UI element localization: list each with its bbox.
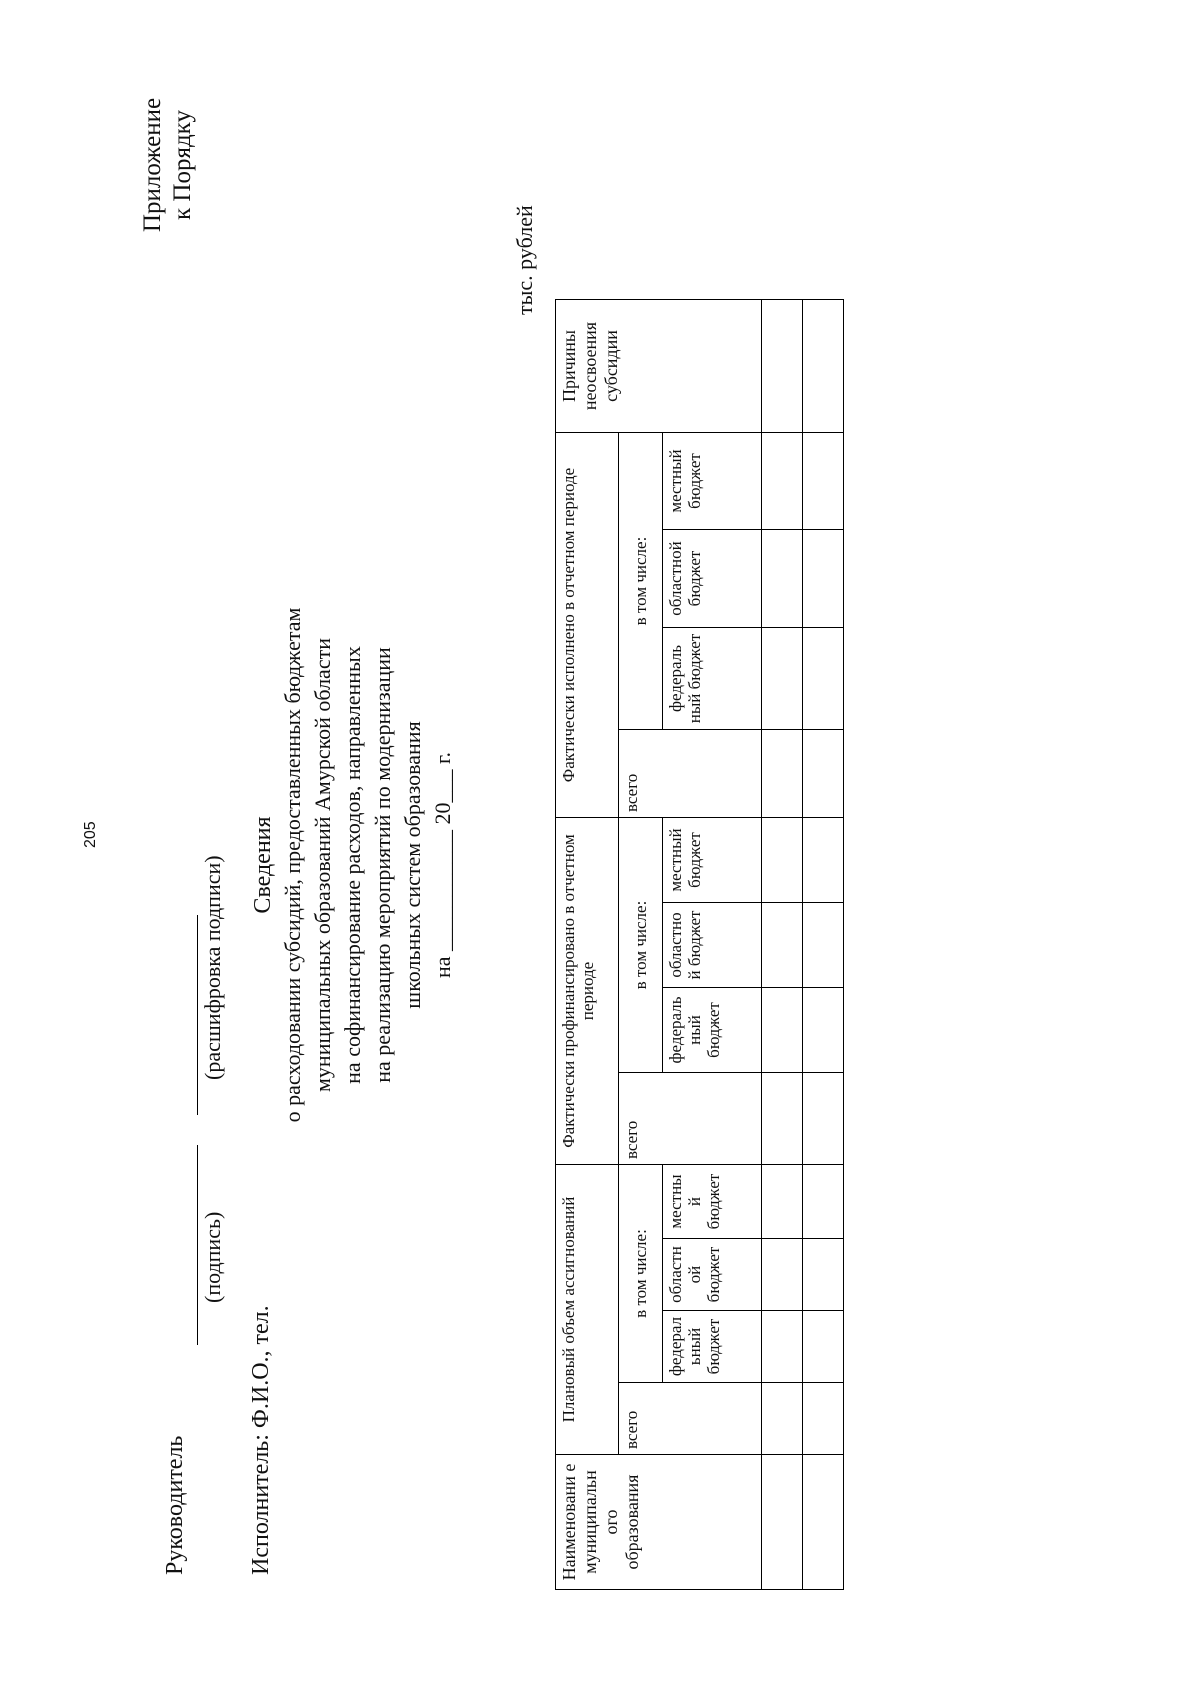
- header-financed-local: местный бюджет: [663, 818, 762, 903]
- signature-decode-line: [197, 915, 198, 1115]
- signature-decode-caption: (расшифровка подписи): [200, 855, 225, 1080]
- table-row: [762, 300, 803, 1590]
- report-table: [555, 299, 844, 1590]
- title-line-7: на ___________ 20___ г.: [430, 751, 455, 979]
- header-executed-including: в том числе:: [619, 433, 663, 730]
- title-line-1: Сведения: [250, 816, 276, 914]
- header-executed: Фактически исполнено в отчетном периоде: [556, 433, 619, 818]
- header-municipality: Наименовани е муниципальн ого образования: [556, 1455, 762, 1590]
- executor-label: Исполнитель: Ф.И.О., тел.: [248, 1305, 274, 1575]
- header-executed-local: местный бюджет: [663, 433, 762, 530]
- header-planned-including: в том числе:: [619, 1165, 663, 1383]
- header-executed-federal: федераль ный бюджет: [663, 628, 762, 730]
- header-financed: Фактически профинансировано в отчетном периоде: [556, 818, 619, 1165]
- header-planned-federal: федерал ьный бюджет: [663, 1311, 762, 1383]
- table-row: [803, 300, 844, 1590]
- title-line-6: школьных систем образования: [400, 721, 425, 1009]
- page-number: 205: [82, 821, 99, 848]
- units-label: тыс. рублей: [512, 205, 537, 315]
- header-executed-total: всего: [619, 730, 762, 818]
- header-executed-regional: областной бюджет: [663, 530, 762, 628]
- title-line-5: на реализацию мероприятий по модернизации: [370, 647, 395, 1083]
- title-line-4: на софинансирование расходов, направленных: [340, 646, 365, 1084]
- document-title: [248, 485, 458, 1245]
- header-financed-total: всего: [619, 1073, 762, 1165]
- header-financed-federal: федераль ный бюджет: [663, 988, 762, 1073]
- header-planned-local: местны й бюджет: [663, 1165, 762, 1239]
- header-reason: Причины неосвоения субсидии: [556, 300, 762, 433]
- appendix-line-1: Приложение: [139, 97, 166, 233]
- signature-caption: (подпись): [200, 1211, 225, 1303]
- header-financed-regional: областно й бюджет: [663, 903, 762, 988]
- header-planned-total: всего: [619, 1383, 762, 1455]
- appendix-line-2: к Порядку: [169, 110, 196, 220]
- signer-label: Руководитель: [162, 1435, 188, 1575]
- header-planned-regional: областн ой бюджет: [663, 1239, 762, 1311]
- title-line-2: о расходовании субсидий, предоставленных бюджетам: [280, 607, 305, 1123]
- header-financed-including: в том числе:: [619, 818, 663, 1073]
- title-line-3: муниципальных образований Амурской области: [310, 638, 335, 1092]
- signature-line: [197, 1145, 198, 1345]
- header-planned: Плановый объем ассигнований: [556, 1165, 619, 1455]
- appendix-label: [138, 55, 198, 275]
